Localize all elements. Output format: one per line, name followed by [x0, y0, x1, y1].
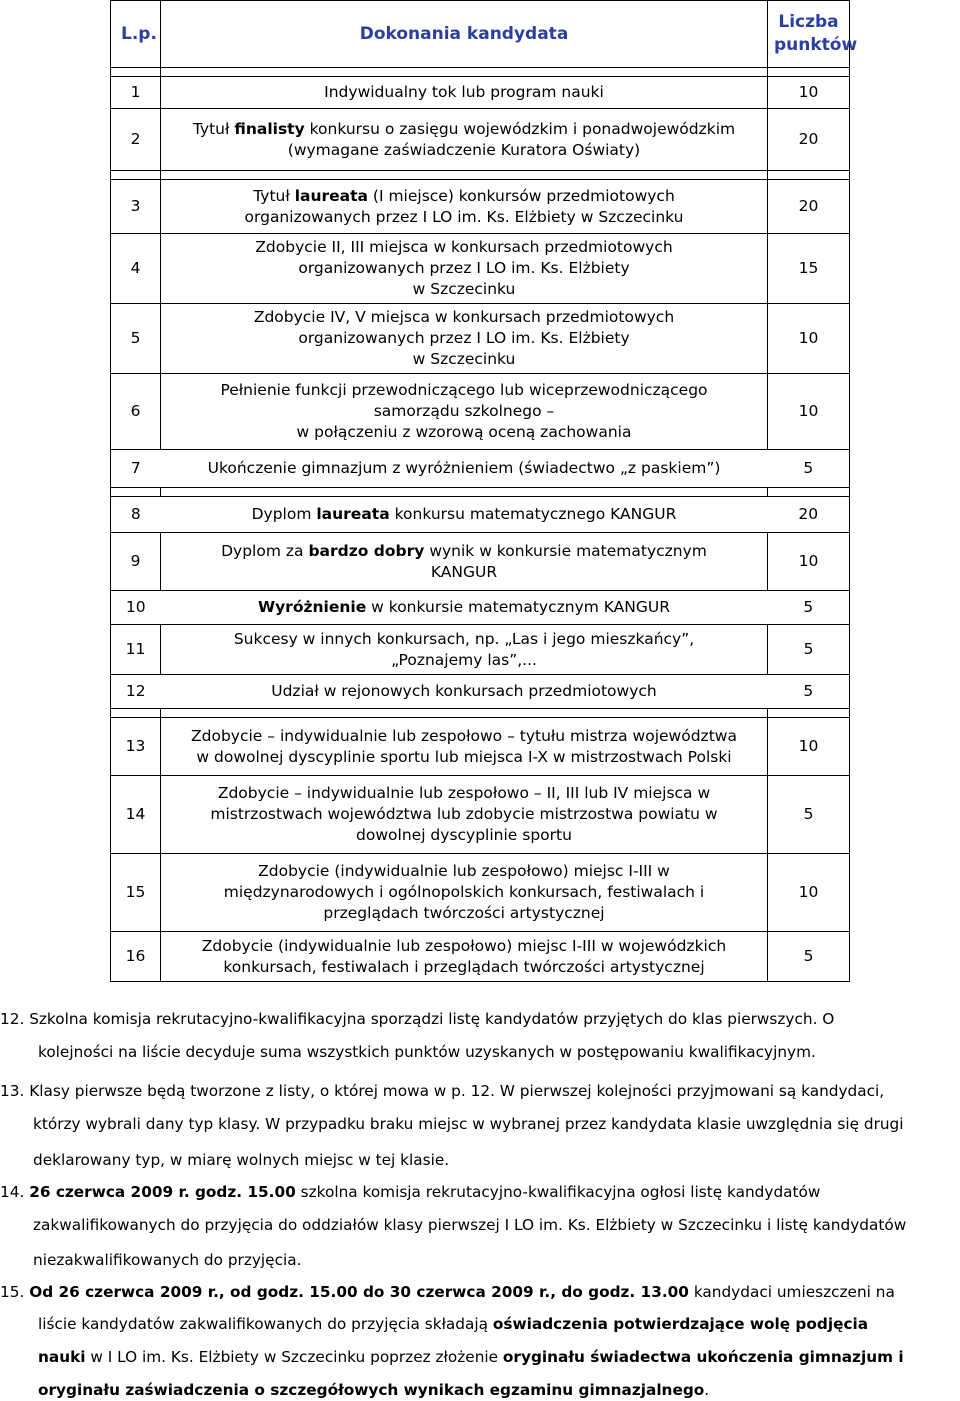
- row-description: [161, 932, 768, 982]
- row-text: Zdobycie – indywidualnie lub zespołowo – tytułu mistrza województwa: [191, 726, 737, 745]
- row-text: (wymagane zaświadczenie Kuratora Oświaty): [287, 140, 641, 159]
- row-text: w dowolnej dyscyplinie sportu lub miejsca I-X w mistrzostwach Polski: [196, 747, 732, 766]
- table-row: [111, 497, 850, 533]
- row-points: 10: [768, 533, 850, 591]
- header-points: Liczba punktów: [768, 1, 850, 68]
- row-description: [161, 533, 768, 591]
- row-text: w Szczecinku: [412, 350, 516, 368]
- table-row: [111, 304, 850, 374]
- note-15-dates: Od 26 czerwca 2009 r., od godz. 15.00 do 30 czerwca 2009 r., do godz. 13.00: [29, 1283, 689, 1301]
- row-points: 5: [768, 932, 850, 982]
- note-13-line3: deklarowany typ, w miarę wolnych miejsc w tej klasie.: [33, 1151, 450, 1169]
- row-number: 12: [111, 675, 161, 709]
- row-points: 10: [768, 77, 850, 109]
- table-row: [111, 234, 850, 304]
- row-points: 10: [768, 854, 850, 932]
- row-description: [161, 304, 768, 374]
- table-row: [111, 625, 850, 675]
- row-text: Zdobycie (indywidualnie lub zespołowo) miejsc I-III w wojewódzkich: [201, 936, 727, 955]
- row-number: 6: [111, 374, 161, 450]
- row-description: [161, 718, 768, 776]
- table-row: [111, 109, 850, 171]
- row-text: w połączeniu z wzorową oceną zachowania: [296, 423, 632, 441]
- row-text: Zdobycie – indywidualnie lub zespołowo – II, III lub IV miejsca w: [217, 784, 711, 802]
- row-highlight: Wyróżnienie: [257, 598, 367, 616]
- row-text: Udział w rejonowych konkursach przedmiotowych: [271, 682, 657, 700]
- table-row: [111, 932, 850, 982]
- row-text: Dyplom za: [221, 541, 309, 560]
- row-description: [161, 854, 768, 932]
- row-highlight: bardzo dobry: [308, 541, 425, 560]
- row-text: samorządu szkolnego –: [373, 402, 555, 420]
- note-15-line2: liście kandydatów zakwalifikowanych do przyjęcia składają oświadczenia potwierdzające wolę podjęcia: [38, 1315, 869, 1333]
- row-points: 15: [768, 234, 850, 304]
- table-row: [111, 77, 850, 109]
- row-description: [161, 450, 768, 488]
- note-14-line3: niezakwalifikowanych do przyjęcia.: [33, 1251, 302, 1269]
- row-text: w Szczecinku: [412, 280, 516, 298]
- row-text: KANGUR: [430, 562, 498, 581]
- row-text: dowolnej dyscyplinie sportu: [356, 826, 572, 844]
- table-row: [111, 591, 850, 625]
- row-description: [161, 776, 768, 854]
- row-number: 4: [111, 234, 161, 304]
- row-description: [161, 675, 768, 709]
- row-description: [161, 625, 768, 675]
- row-points: 20: [768, 180, 850, 234]
- row-description: [161, 109, 768, 171]
- row-number: 5: [111, 304, 161, 374]
- row-description: [161, 497, 768, 533]
- row-number: 2: [111, 109, 161, 171]
- row-number: 11: [111, 625, 161, 675]
- row-text: organizowanych przez I LO im. Ks. Elżbiety: [298, 329, 630, 347]
- table-row: [111, 854, 850, 932]
- row-text: organizowanych przez I LO im. Ks. Elżbiety: [298, 259, 630, 277]
- row-number: 8: [111, 497, 161, 533]
- row-description: [161, 374, 768, 450]
- row-points: 5: [768, 776, 850, 854]
- note-12-line1: 12. Szkolna komisja rekrutacyjno-kwalifikacyjna sporządzi listę kandydatów przyjętych do klas pierwszych. O: [0, 1010, 835, 1028]
- row-number: 7: [111, 450, 161, 488]
- row-text: Zdobycie IV, V miejsca w konkursach przedmiotowych: [253, 308, 675, 326]
- row-highlight: laureata: [316, 505, 390, 523]
- row-points: 5: [768, 450, 850, 488]
- note-13-line1: 13. Klasy pierwsze będą tworzone z listy, o której mowa w p. 12. W pierwszej kolejności przyjmowani są kandydaci,: [0, 1082, 885, 1100]
- header-lp: L.p.: [111, 1, 161, 68]
- row-number: 16: [111, 932, 161, 982]
- row-text: przeglądach twórczości artystycznej: [323, 904, 605, 922]
- row-highlight: laureata: [294, 186, 368, 205]
- note-15-line1: 15. Od 26 czerwca 2009 r., od godz. 15.00 do 30 czerwca 2009 r., do godz. 13.00 kandydaci umieszczeni na: [0, 1283, 895, 1301]
- row-points: 5: [768, 625, 850, 675]
- row-text: Pełnienie funkcji przewodniczącego lub wiceprzewodniczącego: [220, 381, 708, 399]
- row-points: 20: [768, 109, 850, 171]
- row-text: Indywidualny tok lub program nauki: [324, 83, 604, 101]
- note-15-line4: oryginału zaświadczenia o szczegółowych wynikach egzaminu gimnazjalnego.: [38, 1381, 710, 1399]
- row-text: (I miejsce) konkursów przedmiotowych: [367, 186, 675, 205]
- row-text: Tytuł: [192, 119, 235, 138]
- row-text: Sukcesy w innych konkursach, np. „Las i jego mieszkańcy”,: [233, 629, 695, 648]
- row-number: 1: [111, 77, 161, 109]
- row-number: 14: [111, 776, 161, 854]
- row-points: 10: [768, 304, 850, 374]
- table-row: [111, 718, 850, 776]
- table-row: [111, 675, 850, 709]
- table-row: [111, 533, 850, 591]
- table-header-row: [111, 1, 850, 68]
- row-text: Zdobycie (indywidualnie lub zespołowo) miejsc I-III w: [258, 862, 670, 880]
- row-text: Zdobycie II, III miejsca w konkursach przedmiotowych: [255, 238, 673, 256]
- table-row: [111, 180, 850, 234]
- row-text: „Poznajemy las”,...: [391, 650, 537, 669]
- row-number: 10: [111, 591, 161, 625]
- row-highlight: finalisty: [234, 119, 305, 138]
- table-row: [111, 450, 850, 488]
- note-14-line2: zakwalifikowanych do przyjęcia do oddziałów klasy pierwszej I LO im. Ks. Elżbiety w Szczecinku i listę kandydatów: [33, 1216, 907, 1234]
- row-text: w konkursie matematycznym KANGUR: [366, 598, 670, 616]
- row-points: 5: [768, 591, 850, 625]
- row-number: 13: [111, 718, 161, 776]
- row-text: Dyplom: [251, 505, 317, 523]
- row-number: 9: [111, 533, 161, 591]
- row-text: konkursu o zasięgu wojewódzkim i ponadwojewódzkim: [304, 119, 736, 138]
- row-description: [161, 77, 768, 109]
- row-points: 10: [768, 718, 850, 776]
- scoring-table: [110, 0, 858, 982]
- row-points: 10: [768, 374, 850, 450]
- row-text: konkursach, festiwalach i przeglądach twórczości artystycznej: [223, 957, 705, 976]
- table-row: [111, 776, 850, 854]
- row-text: Ukończenie gimnazjum z wyróżnieniem (świadectwo „z paskiem”): [207, 459, 721, 477]
- row-description: [161, 180, 768, 234]
- note-14-line1: 14. 26 czerwca 2009 r. godz. 15.00 szkolna komisja rekrutacyjno-kwalifikacyjna ogłosi listę kandydatów: [0, 1183, 821, 1201]
- header-achievements: Dokonania kandydata: [161, 1, 768, 68]
- row-description: [161, 591, 768, 625]
- row-text: mistrzostwach województwa lub zdobycie mistrzostwa powiatu w: [210, 805, 718, 823]
- note-12-line2: kolejności na liście decyduje suma wszystkich punktów uzyskanych w postępowaniu kwalifikacyjnym.: [38, 1043, 816, 1061]
- row-text: organizowanych przez I LO im. Ks. Elżbiety w Szczecinku: [244, 207, 684, 226]
- row-number: 15: [111, 854, 161, 932]
- note-14-date: 26 czerwca 2009 r. godz. 15.00: [29, 1183, 296, 1201]
- table-row: [111, 374, 850, 450]
- row-number: 3: [111, 180, 161, 234]
- note-15-line3: nauki w I LO im. Ks. Elżbiety w Szczecinku poprzez złożenie oryginału świadectwa ukończenia gimnazjum i: [38, 1348, 904, 1366]
- row-text: międzynarodowych i ogólnopolskich konkursach, festiwalach i: [223, 883, 705, 901]
- row-description: [161, 234, 768, 304]
- row-points: 20: [768, 497, 850, 533]
- row-points: 5: [768, 675, 850, 709]
- row-text: konkursu matematycznego KANGUR: [389, 505, 677, 523]
- row-text: Tytuł: [253, 186, 295, 205]
- note-13-line2: którzy wybrali dany typ klasy. W przypadku braku miejsc w wybranej przez kandydata klasie uwzględnia się drugi: [33, 1115, 904, 1133]
- row-text: wynik w konkursie matematycznym: [424, 541, 707, 560]
